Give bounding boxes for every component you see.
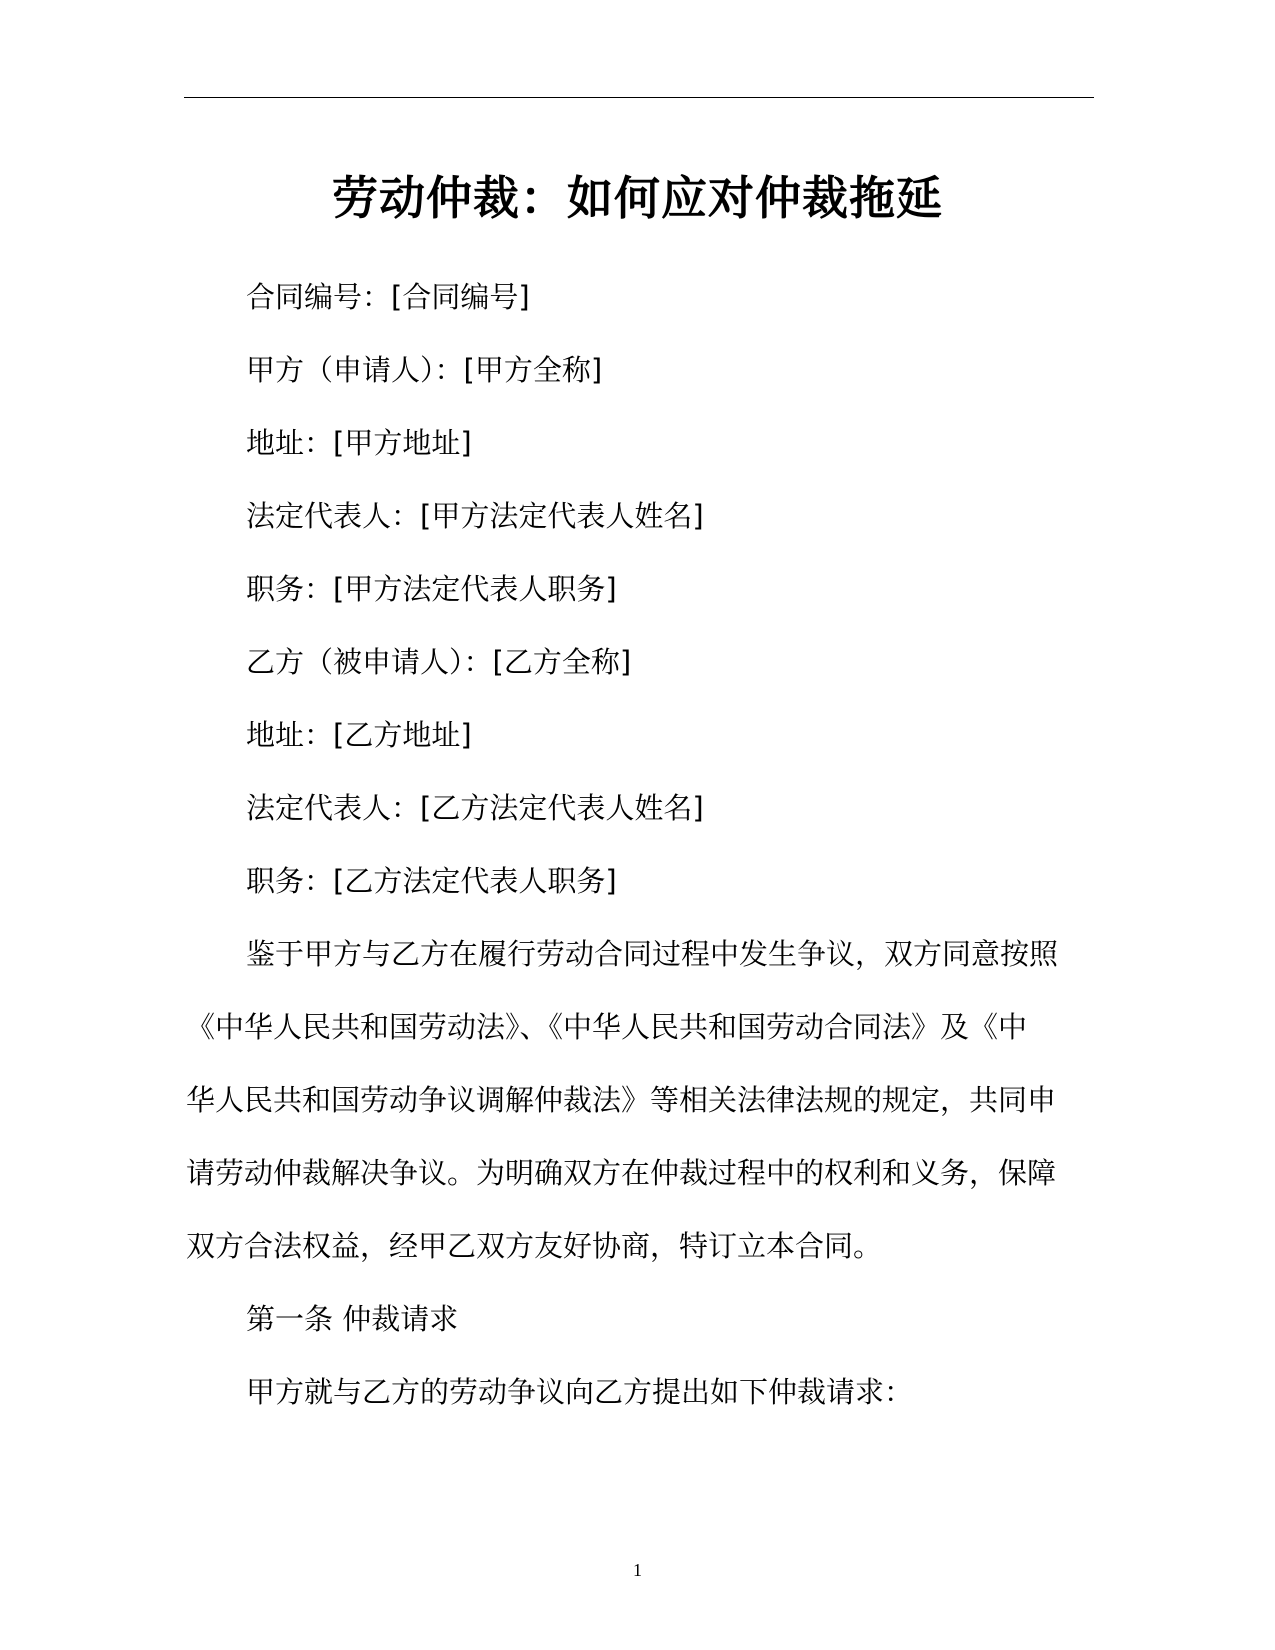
field-party-a-position: 职务：[甲方法定代表人职务] [246,572,617,606]
field-party-b-legal-rep: 法定代表人：[乙方法定代表人姓名] [246,791,704,825]
preamble-line-2: 《中华人民共和国劳动法》、《中华人民共和国劳动合同法》及《中 [186,1010,1028,1044]
preamble-line-3: 华人民共和国劳动争议调解仲裁法》等相关法律法规的规定，共同申 [186,1083,1057,1117]
preamble-line-4: 请劳动仲裁解决争议。为明确双方在仲裁过程中的权利和义务，保障 [186,1156,1057,1190]
field-party-a-name: 甲方（申请人）：[甲方全称] [246,353,603,387]
field-contract-number: 合同编号：[合同编号] [246,280,530,314]
field-party-b-address: 地址：[乙方地址] [246,718,472,752]
page-number: 1 [633,1560,642,1580]
article-1-heading: 第一条 仲裁请求 [246,1302,459,1336]
document-title: 劳动仲裁：如何应对仲裁拖延 [332,171,943,225]
field-party-b-position: 职务：[乙方法定代表人职务] [246,864,617,898]
field-party-b-name: 乙方（被申请人）：[乙方全称] [246,645,632,679]
field-party-a-legal-rep: 法定代表人：[甲方法定代表人姓名] [246,499,704,533]
header-rule [184,97,1094,98]
preamble-line-5: 双方合法权益，经甲乙双方友好协商，特订立本合同。 [186,1229,883,1263]
article-1-intro: 甲方就与乙方的劳动争议向乙方提出如下仲裁请求： [246,1375,914,1409]
field-party-a-address: 地址：[甲方地址] [246,426,472,460]
preamble-line-1: 鉴于甲方与乙方在履行劳动合同过程中发生争议，双方同意按照 [246,937,1059,971]
